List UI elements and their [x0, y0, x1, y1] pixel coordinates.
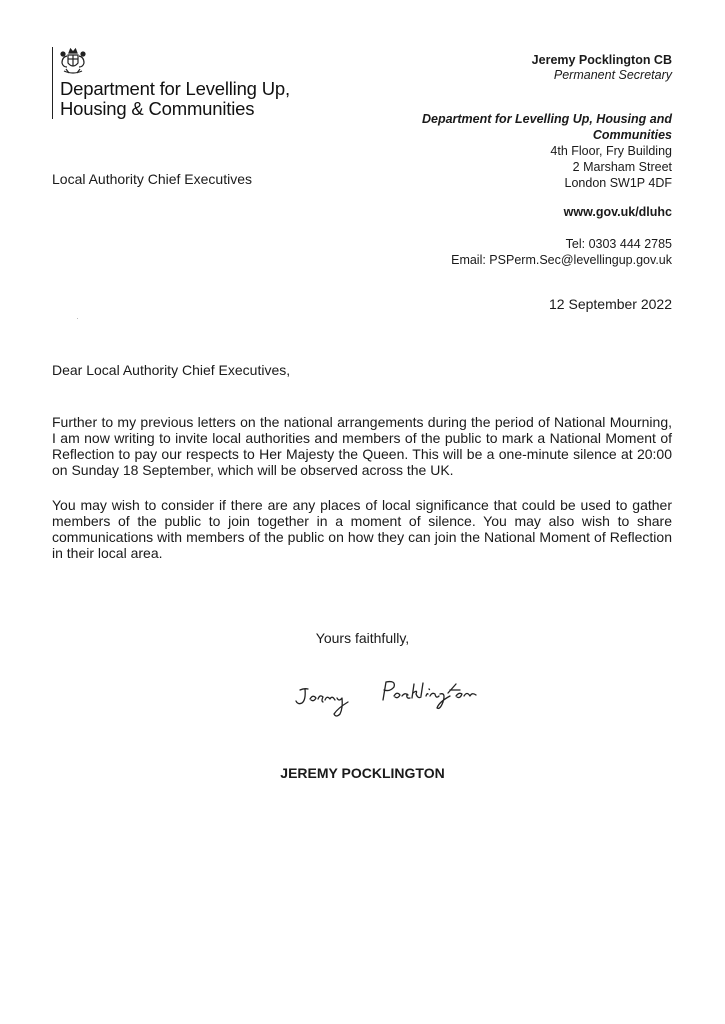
address-line: 2 Marsham Street: [572, 160, 672, 174]
sender-organisation: [422, 111, 672, 143]
sender-organisation-line1: Department for Levelling Up, Housing and: [421, 112, 672, 126]
address-line: London SW1P 4DF: [564, 176, 672, 190]
letter-date: 12 September 2022: [549, 296, 672, 312]
department-name: [60, 79, 290, 119]
department-name-line1: Department for Levelling Up,: [60, 78, 290, 99]
scan-speck: [77, 318, 78, 319]
handwritten-signature: [290, 672, 480, 720]
website-link[interactable]: www.gov.uk/dluhc: [563, 205, 672, 219]
letterhead-rule: [52, 47, 53, 119]
recipient: Local Authority Chief Executives: [52, 171, 252, 187]
sender-name: Jeremy Pocklington CB: [531, 53, 672, 67]
salutation: Dear Local Authority Chief Executives,: [52, 362, 291, 378]
email-address[interactable]: Email: PSPerm.Sec@levellingup.gov.uk: [451, 253, 672, 267]
sender-title: Permanent Secretary: [553, 68, 672, 82]
telephone: Tel: 0303 444 2785: [565, 237, 672, 251]
sender-organisation-line2: Communities: [592, 128, 672, 142]
body-paragraph: Further to my previous letters on the national arrangements during the period of National Mourning, I am now writing to invite local authorities and members of the public to mark a National Moment of Reflection to pay our respects to Her Majesty the Queen. This will be a one-minute silence at 20:00 on Sunday 18 September, which will be observed across the UK.: [52, 414, 672, 478]
signatory-name: JEREMY POCKLINGTON: [280, 765, 445, 781]
body-paragraph: You may wish to consider if there are any places of local significance that could be used to gather members of the public to join together in a moment of silence. You may also wish to share communications with members of the public on how they can join the National Moment of Reflection in their local area.: [52, 497, 672, 561]
closing: Yours faithfully,: [315, 630, 410, 646]
department-name-line2: Housing & Communities: [60, 98, 255, 119]
address-line: 4th Floor, Fry Building: [550, 144, 672, 158]
sender-address: [550, 143, 672, 191]
royal-crest-icon: [58, 47, 88, 77]
